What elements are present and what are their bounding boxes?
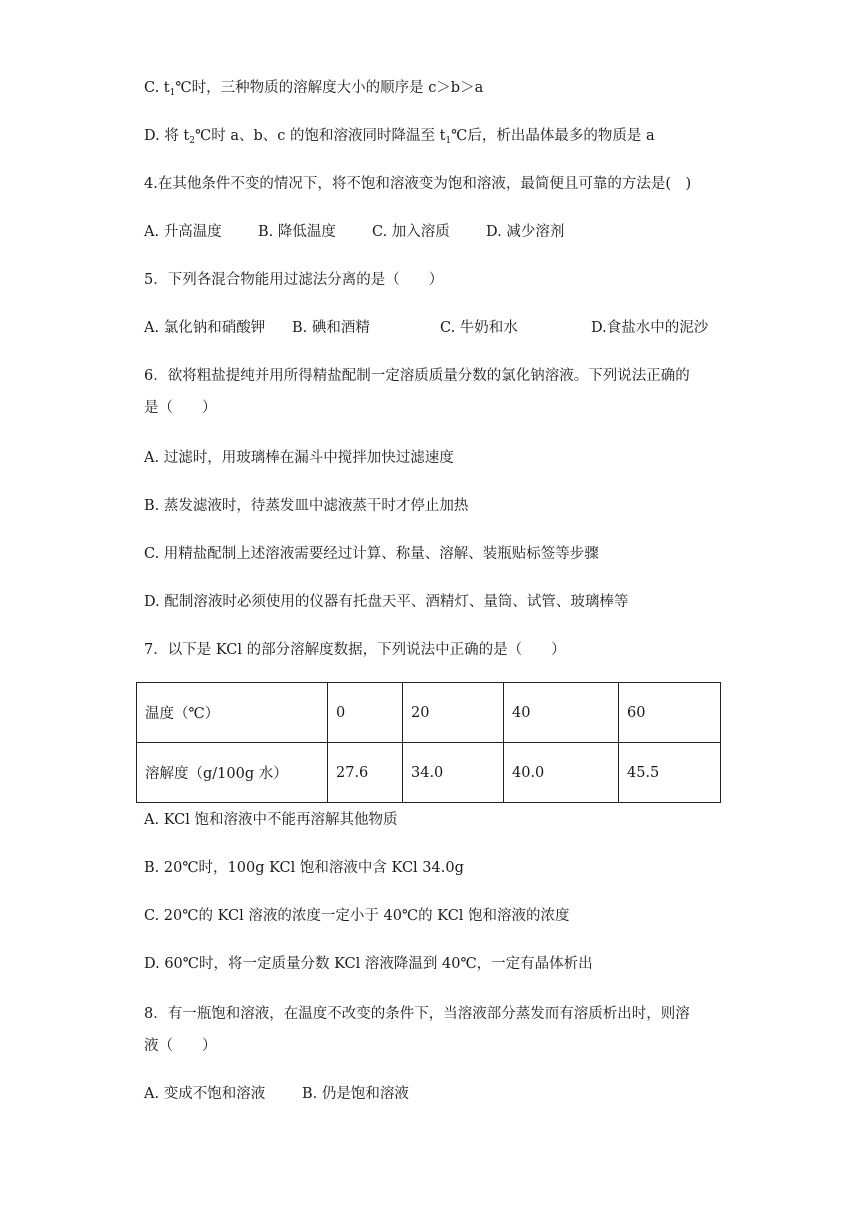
q8-stem-line2: 液（ ）: [144, 1038, 217, 1054]
table-cell: 60: [619, 683, 721, 743]
q4-option-b: B. 降低温度: [258, 224, 336, 240]
q8-options: [144, 1084, 409, 1104]
q6-stem-line2: 是（ ）: [144, 400, 217, 416]
q5-option-d: D.食盐水中的泥沙: [591, 320, 709, 336]
q4-stem: 4.在其他条件不变的情况下，将不饱和溶液变为饱和溶液，最简便且可靠的方法是( ): [144, 176, 692, 192]
table-row: [137, 683, 721, 743]
q4-option-c: C. 加入溶质: [372, 224, 450, 240]
q8-option-a: A. 变成不饱和溶液: [144, 1086, 266, 1102]
q6-option-c: C. 用精盐配制上述溶液需要经过计算、称量、溶解、装瓶贴标签等步骤: [144, 546, 599, 562]
q5-option-a: A. 氯化钠和硝酸钾: [144, 320, 266, 336]
kcl-solubility-table: [136, 682, 721, 803]
q4-options: [144, 222, 564, 242]
table-row: [137, 743, 721, 803]
table-cell: 温度（℃）: [137, 683, 328, 743]
q7-option-a: A. KCl 饱和溶液中不能再溶解其他物质: [144, 812, 398, 828]
table-cell: 20: [403, 683, 504, 743]
q5-option-b: B. 碘和酒精: [292, 320, 370, 336]
table-cell: 40: [504, 683, 619, 743]
q3-option-c: C. $t_1℃$时，三种物质的溶解度大小的顺序是 c＞b＞a: [144, 80, 484, 98]
q6-option-d: D. 配制溶液时必须使用的仪器有托盘天平、酒精灯、量筒、试管、玻璃棒等: [144, 594, 629, 610]
q3-option-d: D. 将 $t_2℃$时 a、b、c 的饱和溶液同时降温至 $t_1℃$后，析出晶体最多的物质是 a: [144, 128, 655, 146]
q7-option-b: B. 20℃时，100g KCl 饱和溶液中含 KCl 34.0g: [144, 860, 464, 876]
q6-option-b: B. 蒸发滤液时，待蒸发皿中滤液蒸干时才停止加热: [144, 498, 469, 514]
q4-option-d: D. 减少溶剂: [486, 224, 565, 240]
q4-option-a: A. 升高温度: [144, 224, 222, 240]
table-cell: 溶解度（g/100g 水）: [137, 743, 328, 803]
q5-option-c: C. 牛奶和水: [440, 320, 518, 336]
q6-option-a: A. 过滤时，用玻璃棒在漏斗中搅拌加快过滤速度: [144, 450, 454, 466]
table-cell: 27.6: [328, 743, 403, 803]
q5-options: [144, 318, 708, 338]
q7-option-d: D. 60℃时，将一定质量分数 KCl 溶液降温到 40℃，一定有晶体析出: [144, 956, 593, 972]
q7-stem: 7．以下是 KCl 的部分溶解度数据，下列说法中正确的是（ ）: [144, 642, 566, 658]
table-cell: 40.0: [504, 743, 619, 803]
table-cell: 45.5: [619, 743, 721, 803]
q8-stem-line1: 8．有一瓶饱和溶液，在温度不改变的条件下，当溶液部分蒸发而有溶质析出时，则溶: [144, 1006, 690, 1022]
q7-option-c: C. 20℃的 KCl 溶液的浓度一定小于 40℃的 KCl 饱和溶液的浓度: [144, 908, 570, 924]
q6-stem-line1: 6．欲将粗盐提纯并用所得精盐配制一定溶质质量分数的氯化钠溶液。下列说法正确的: [144, 368, 690, 384]
q8-option-b: B. 仍是饱和溶液: [302, 1086, 409, 1102]
q5-stem: 5．下列各混合物能用过滤法分离的是（ ）: [144, 272, 444, 288]
table-cell: 34.0: [403, 743, 504, 803]
table-cell: 0: [328, 683, 403, 743]
